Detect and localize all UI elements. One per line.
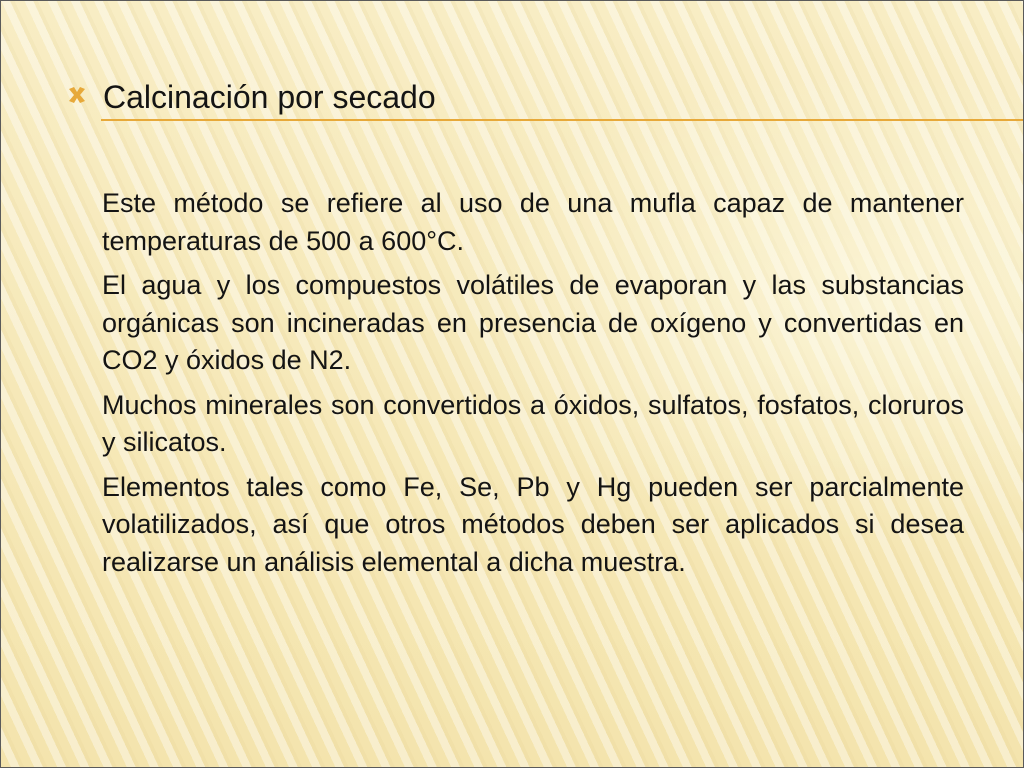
paragraph-method: Este método se refiere al uso de una mufla capaz de mantener temperaturas de 500 a 600°C. [102, 188, 964, 256]
x-bullet-icon [65, 83, 89, 107]
slide-body [102, 185, 964, 588]
paragraph-elements: Elementos tales como Fe, Se, Pb y Hg pueden ser parcialmente volatilizados, así que otros métodos deben ser aplicados si desea realizarse un análisis elemental a dicha muestra. [102, 471, 964, 577]
paragraph-volatiles: El agua y los compuestos volátiles de evaporan y las substancias orgánicas son incineradas en presencia de oxígeno y convertidas en CO2 y óxidos de N2. [102, 270, 964, 375]
title-row [65, 75, 1023, 119]
paragraph-minerals: Muchos minerales son convertidos a óxidos, sulfatos, fosfatos, cloruros y silicatos. [102, 389, 964, 457]
title-underline [101, 119, 1023, 121]
slide-title: Calcinación por secado [103, 79, 436, 115]
